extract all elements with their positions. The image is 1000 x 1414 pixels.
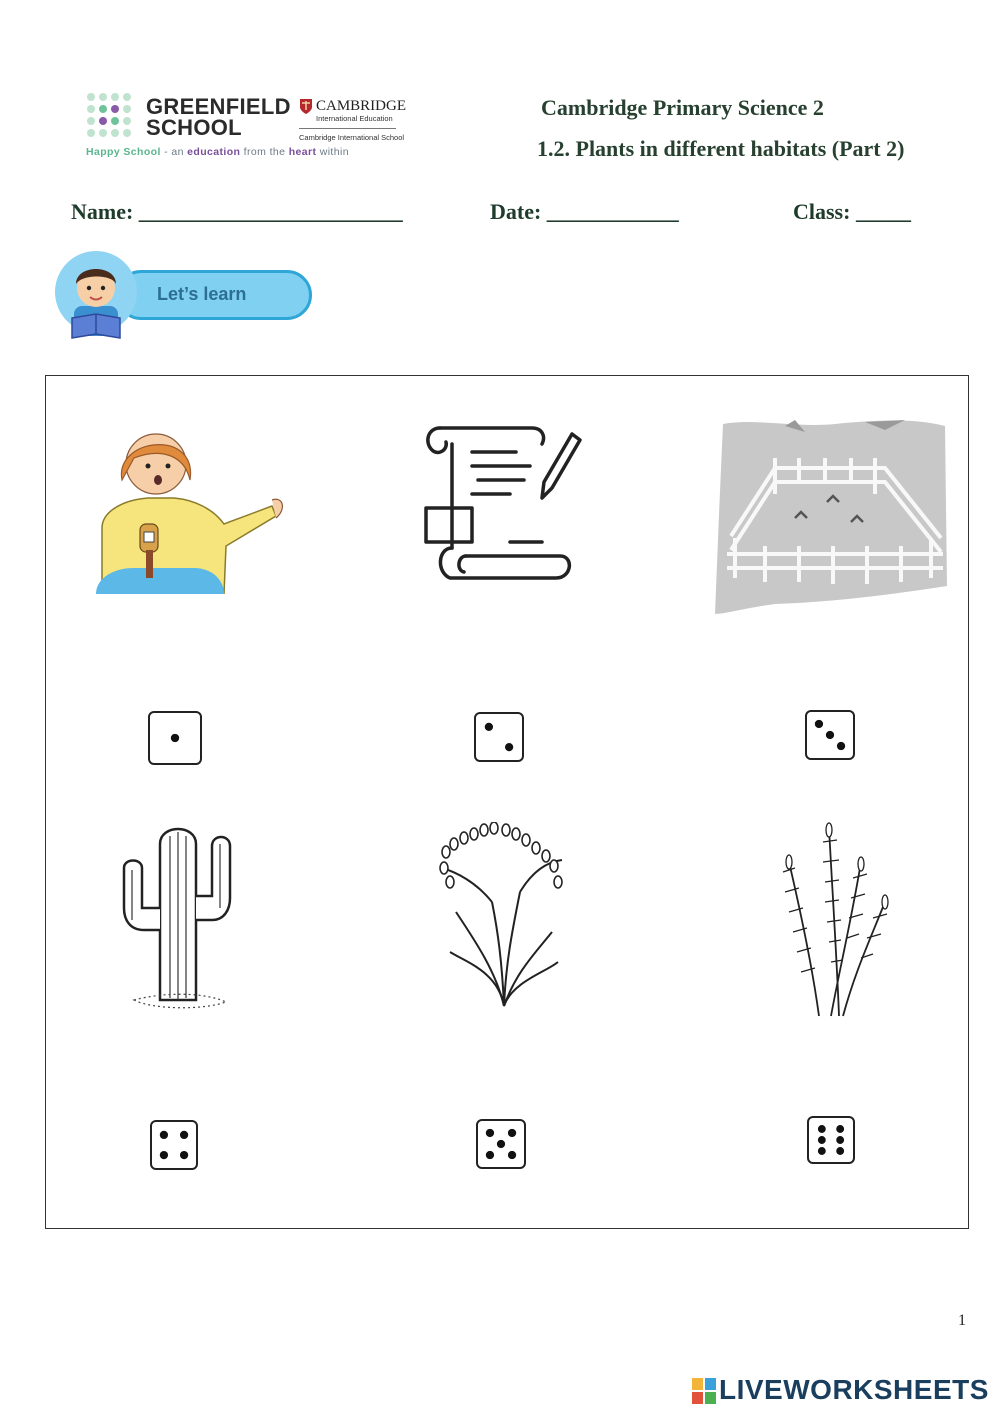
- liveworksheets-logo[interactable]: [692, 1374, 992, 1408]
- water-plant-icon[interactable]: [769, 822, 901, 1018]
- dots-logo-icon: [86, 92, 138, 140]
- die-6: [807, 1116, 855, 1164]
- activity-frame: [45, 375, 969, 1229]
- tagline-part2: education: [187, 146, 241, 158]
- page-number: 1: [958, 1312, 966, 1329]
- script-icon[interactable]: [420, 422, 582, 588]
- lets-learn-banner: [54, 248, 316, 344]
- die-3: [805, 710, 855, 760]
- lesson-title: 1.2. Plants in different habitats (Part 2): [537, 136, 905, 161]
- reading-boy-icon: [54, 248, 140, 342]
- tagline-part5: within: [316, 146, 349, 158]
- liveworksheets-blocks-icon: [692, 1378, 716, 1404]
- cambridge-school: Cambridge International School: [299, 133, 405, 142]
- tagline-part3: from the: [240, 146, 289, 158]
- cambridge-shield-icon: [299, 98, 313, 115]
- date-field[interactable]: Date: ____________: [490, 199, 679, 224]
- die-4: [150, 1120, 198, 1170]
- cambridge-name: CAMBRIDGE: [316, 98, 407, 114]
- cambridge-divider: [299, 128, 396, 129]
- course-title: Cambridge Primary Science 2: [541, 95, 824, 120]
- liveworksheets-text: LIVEWORKSHEETS: [719, 1374, 989, 1405]
- die-1: [148, 711, 202, 765]
- tagline-part1: Happy School: [86, 146, 161, 158]
- die-5: [476, 1119, 526, 1169]
- tagline-part4: heart: [288, 146, 317, 158]
- rice-plant-icon[interactable]: [436, 822, 568, 1008]
- name-field[interactable]: Name: ________________________: [71, 199, 403, 224]
- reporter-icon[interactable]: [74, 428, 284, 594]
- lets-learn-pill: [116, 270, 312, 320]
- fenced-field-icon[interactable]: [715, 418, 947, 614]
- cambridge-sub: International Education: [316, 114, 393, 123]
- cambridge-logo: [299, 98, 409, 148]
- die-2: [474, 712, 524, 762]
- lets-learn-label: Let’s learn: [157, 284, 247, 304]
- class-field[interactable]: Class: _____: [793, 199, 911, 224]
- cactus-icon[interactable]: [114, 824, 242, 1010]
- tagline-sep: - an: [160, 146, 188, 158]
- school-name-line2: SCHOOL: [146, 115, 242, 140]
- school-name-line1: GREENFIELD: [146, 94, 291, 119]
